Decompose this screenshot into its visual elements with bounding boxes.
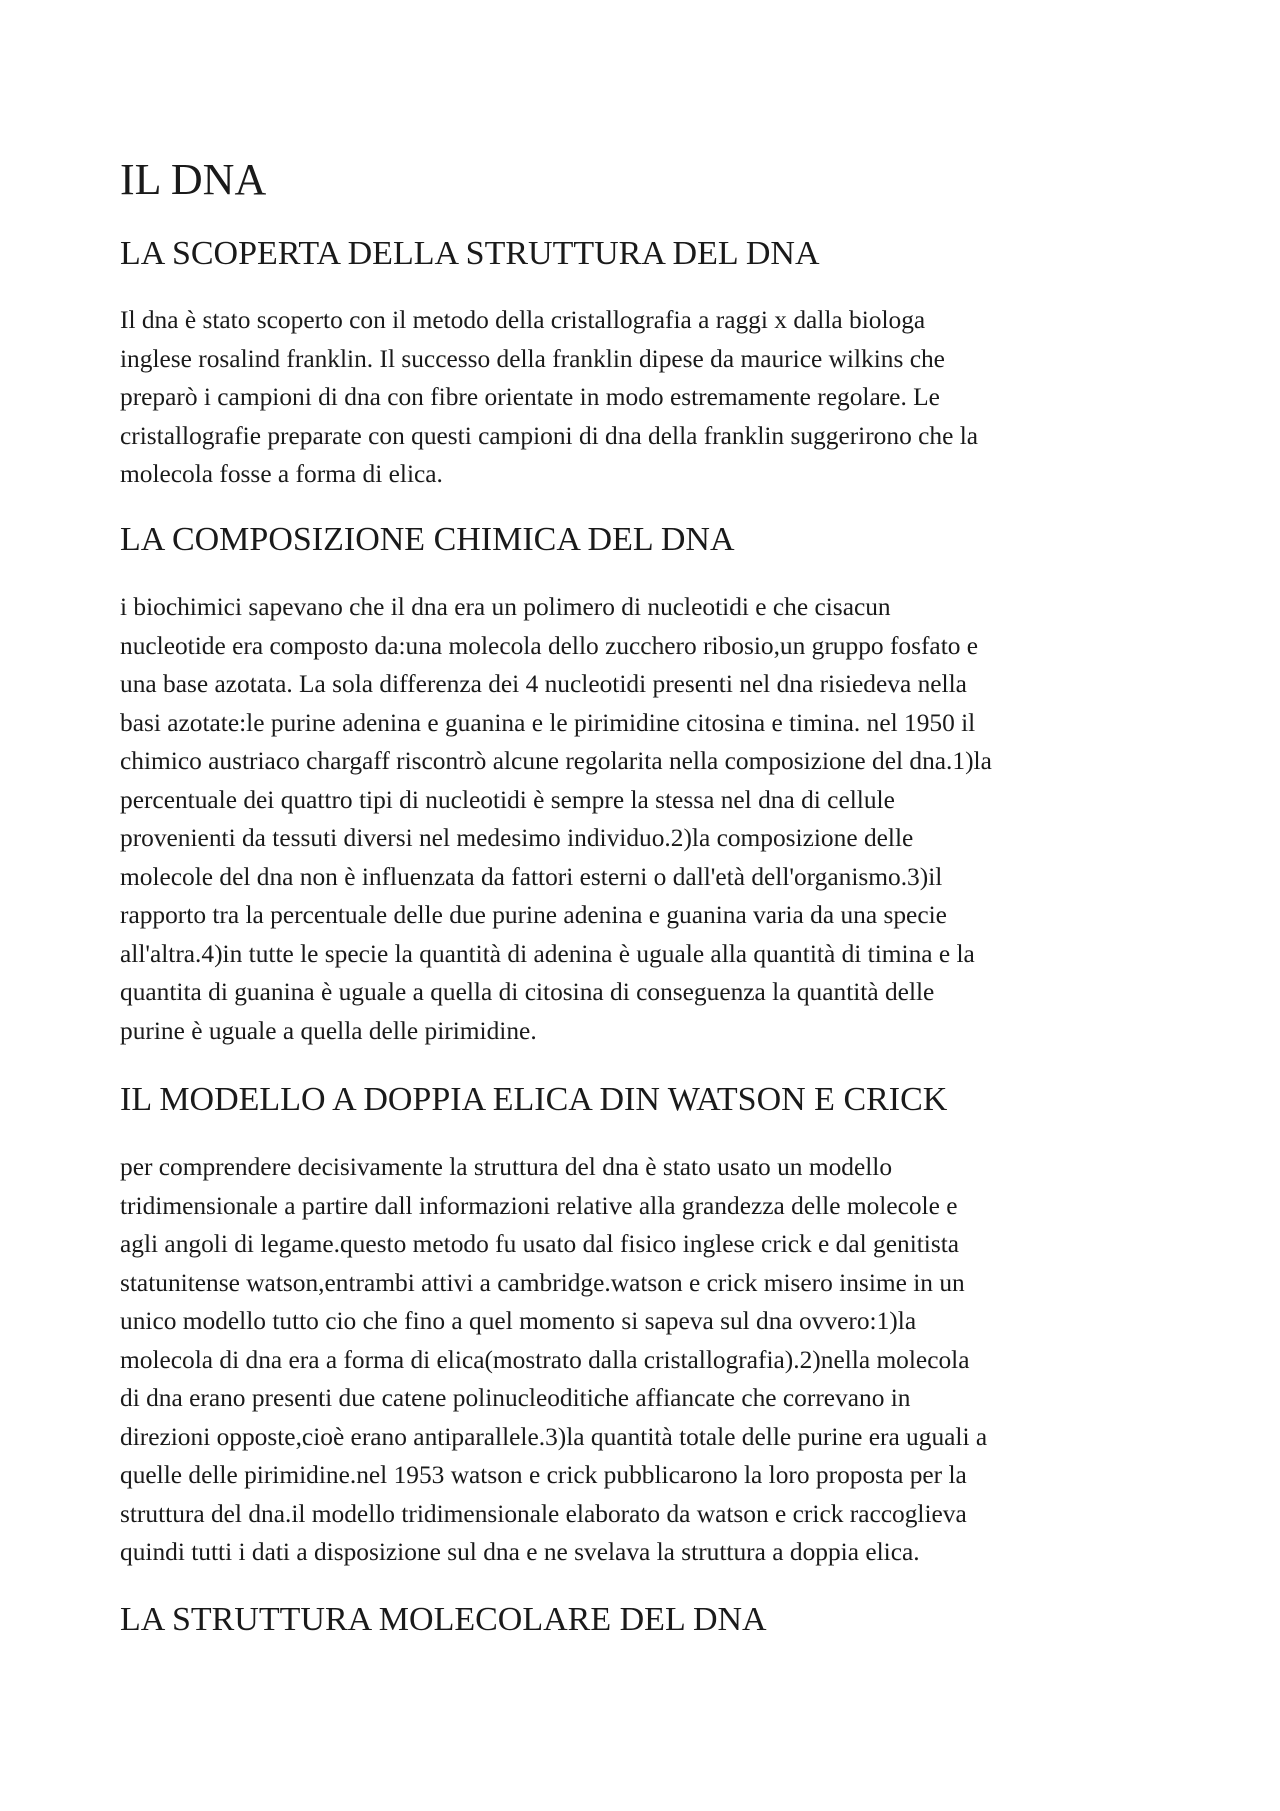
text-line: molecole del dna non è influenzata da fattori esterni o dall'età dell'organismo.3)il	[120, 862, 943, 891]
section-paragraph-scoperta	[120, 301, 1170, 494]
text-line: basi azotate:le purine adenina e guanina e le pirimidine citosina e timina. nel 1950 il	[120, 708, 976, 737]
section-heading-composizione: LA COMPOSIZIONE CHIMICA DEL DNA	[120, 521, 735, 558]
text-line: all'altra.4)in tutte le specie la quantità di adenina è uguale alla quantità di timina e la	[120, 939, 975, 968]
section-heading-struttura-molecolare: LA STRUTTURA MOLECOLARE DEL DNA	[120, 1601, 767, 1638]
text-line: di dna erano presenti due catene polinucleoditiche affiancate che correvano in	[120, 1384, 911, 1412]
text-line: molecola di dna era a forma di elica(mostrato dalla cristallografia).2)nella molecola	[120, 1345, 970, 1374]
text-line: purine è uguale a quella delle pirimidine.	[120, 1016, 537, 1045]
text-line: quantita di guanina è uguale a quella di citosina di conseguenza la quantità delle	[120, 978, 935, 1006]
text-line: percentuale dei quattro tipi di nucleotidi è sempre la stessa nel dna di cellule	[120, 785, 895, 814]
text-line: struttura del dna.il modello tridimensionale elaborato da watson e crick raccoglieva	[120, 1499, 967, 1528]
document-title: IL DNA	[120, 155, 267, 204]
section-heading-scoperta: LA SCOPERTA DELLA STRUTTURA DEL DNA	[120, 235, 820, 272]
text-line: quelle delle pirimidine.nel 1953 watson e crick pubblicarono la loro proposta per la	[120, 1461, 967, 1489]
section-paragraph-composizione	[120, 588, 1170, 1050]
text-line: cristallografie preparate con questi campioni di dna della franklin suggerirono che la	[120, 421, 979, 450]
text-line: preparò i campioni di dna con fibre orientate in modo estremamente regolare. Le	[120, 383, 940, 411]
text-line: agli angoli di legame.questo metodo fu usato dal fisico inglese crick e dal genitista	[120, 1230, 960, 1258]
text-line: chimico austriaco chargaff riscontrò alcune regolarita nella composizione del dna.1)la	[120, 747, 992, 775]
text-line: unico modello tutto cio che fino a quel momento si sapeva sul dna ovvero:1)la	[120, 1307, 917, 1335]
text-line: rapporto tra la percentuale delle due purine adenina e guanina varia da una specie	[120, 901, 947, 929]
text-line: nucleotide era composto da:una molecola dello zucchero ribosio,un gruppo fosfato e	[120, 631, 979, 660]
section-paragraph-modello	[120, 1148, 1170, 1572]
text-line: tridimensionale a partire dall informazioni relative alla grandezza delle molecole e	[120, 1191, 958, 1220]
text-line: statunitense watson,entrambi attivi a cambridge.watson e crick misero insime in un	[120, 1268, 965, 1297]
text-line: inglese rosalind franklin. Il successo della franklin dipese da maurice wilkins che	[120, 344, 945, 373]
text-line: quindi tutti i dati a disposizione sul dna e ne svelava la struttura a doppia elica.	[120, 1538, 920, 1566]
text-line: per comprendere decisivamente la struttura del dna è stato usato un modello	[120, 1153, 893, 1181]
text-line: una base azotata. La sola differenza dei 4 nucleotidi presenti nel dna risiedeva nella	[120, 670, 967, 698]
text-line: provenienti da tessuti diversi nel medesimo individuo.2)la composizione delle	[120, 824, 914, 852]
section-heading-modello: IL MODELLO A DOPPIA ELICA DIN WATSON E CRICK	[120, 1081, 948, 1118]
text-line: direzioni opposte,cioè erano antiparallele.3)la quantità totale delle purine era uguali a	[120, 1422, 988, 1451]
text-line: molecola fosse a forma di elica.	[120, 460, 443, 488]
text-line: Il dna è stato scoperto con il metodo della cristallografia a raggi x dalla biologa	[120, 306, 926, 334]
text-line: i biochimici sapevano che il dna era un polimero di nucleotidi e che cisacun	[120, 593, 891, 621]
